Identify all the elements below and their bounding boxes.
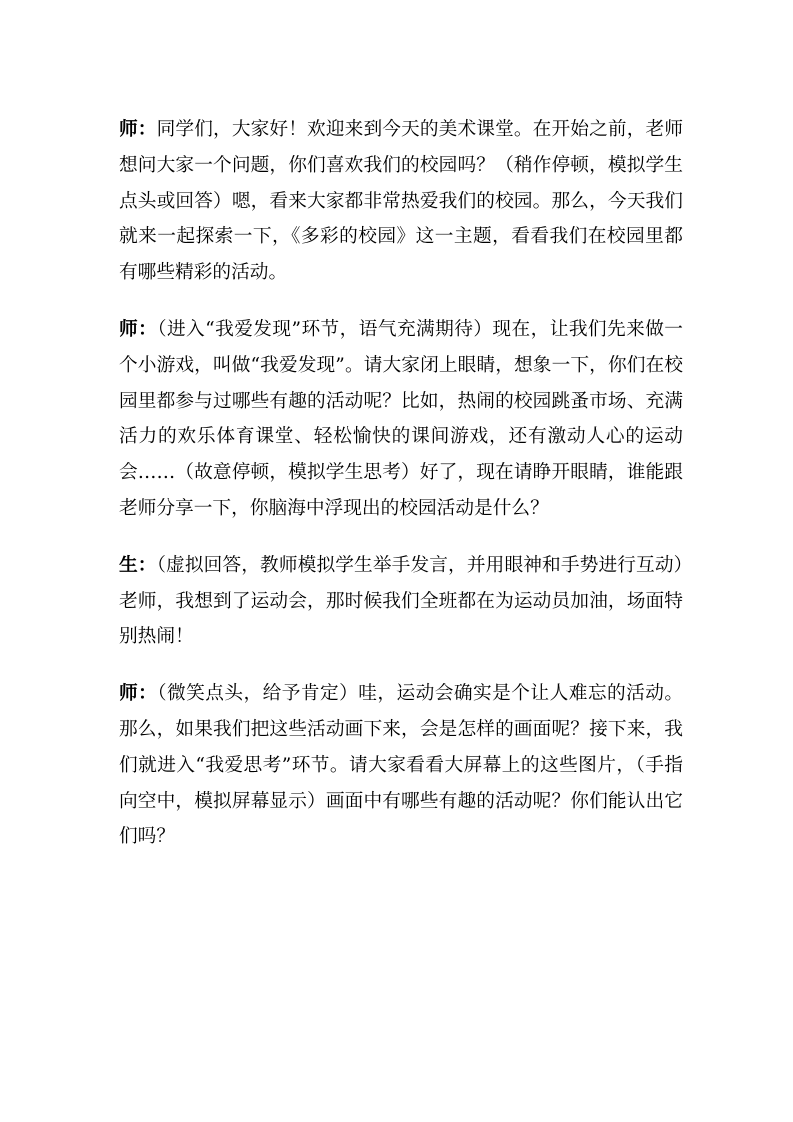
speaker-label: 师： <box>119 118 157 140</box>
dialogue-text: （进入“我爱发现”环节，语气充满期待）现在，让我们先来做一个小游戏，叫做“我爱发现”。请大家闭上眼睛，想象一下，你们在校园里都参与过哪些有趣的活动呢？比如，热闹的校园跳蚤市场、充满活力的欢乐体育课堂、轻松愉快的课间游戏，还有激动人心的运动会……（故意停顿，模拟学生思考）好了，现在请睁开眼睛，谁能跟老师分享一下，你脑海中浮现出的校园活动是什么？ <box>119 318 683 519</box>
dialogue-paragraph-4 <box>119 676 683 855</box>
dialogue-paragraph-1 <box>119 112 683 291</box>
dialogue-text: （虚拟回答，教师模拟学生举手发言，并用眼神和手势进行互动）老师，我想到了运动会，那时候我们全班都在为运动员加油，场面特别热闹！ <box>119 554 683 648</box>
dialogue-paragraph-3 <box>119 548 683 655</box>
speaker-label: 生： <box>119 553 157 576</box>
dialogue-paragraph-2 <box>119 312 683 527</box>
speaker-label: 师： <box>119 317 158 340</box>
dialogue-text: （微笑点头，给予肯定）哇，运动会确实是个让人难忘的活动。那么，如果我们把这些活动画下来，会是怎样的画面呢？接下来，我们就进入“我爱思考”环节。请大家看看大屏幕上的这些图片，（手指向空中，模拟屏幕显示）画面中有哪些有趣的活动呢？你们能认出它们吗？ <box>119 683 684 848</box>
speaker-label: 师： <box>119 682 158 705</box>
dialogue-text: 同学们，大家好！欢迎来到今天的美术课堂。在开始之前，老师想问大家一个问题，你们喜欢我们的校园吗？（稍作停顿，模拟学生点头或回答）嗯，看来大家都非常热爱我们的校园。那么，今天我们就来一起探索一下，《多彩的校园》这一主题，看看我们在校园里都有哪些精彩的活动。 <box>119 119 684 284</box>
